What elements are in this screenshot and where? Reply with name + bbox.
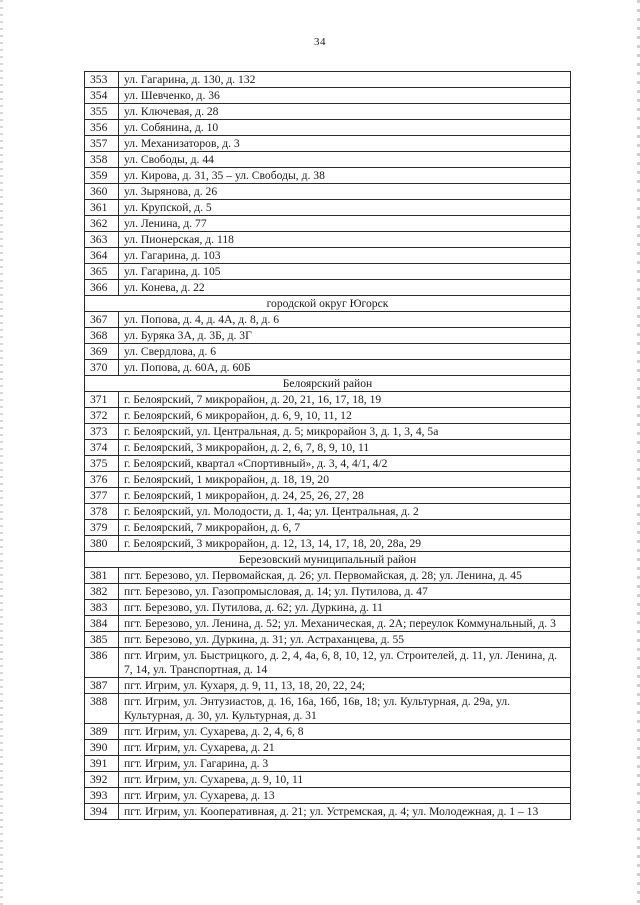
row-number: 382 [85,584,119,600]
scan-edge-left [0,0,3,905]
table-row [85,788,571,804]
row-number: 354 [85,88,119,104]
address-cell: г. Белоярский, ул. Молодости, д. 1, 4а; ул. Центральная, д. 2 [119,504,571,520]
address-cell: пгт. Игрим, ул. Сухарева, д. 9, 10, 11 [119,772,571,788]
page-number: 34 [314,36,326,48]
address-cell: г. Белоярский, 6 микрорайон, д. 6, 9, 10, 11, 12 [119,408,571,424]
table-row [85,520,571,536]
table-row [85,678,571,694]
address-cell: пгт. Игрим, ул. Сухарева, д. 21 [119,740,571,756]
table-row [85,584,571,600]
row-number: 364 [85,248,119,264]
row-number: 379 [85,520,119,536]
row-number: 369 [85,344,119,360]
address-cell: ул. Гагарина, д. 130, д. 132 [119,72,571,88]
row-number: 384 [85,616,119,632]
table-row [85,200,571,216]
row-number: 380 [85,536,119,552]
section-title: Березовский муниципальный район [85,552,571,568]
table-row [85,328,571,344]
address-cell: ул. Зырянова, д. 26 [119,184,571,200]
table-row [85,772,571,788]
table-row [85,280,571,296]
address-cell: пгт. Игрим, ул. Быстрицкого, д. 2, 4, 4а, 6, 8, 10, 12, ул. Строителей, д. 11, ул. Ленина, д. 7, 14, ул. Транспортная, д. 14 [119,648,571,678]
table-row [85,504,571,520]
row-number: 363 [85,232,119,248]
table-row [85,360,571,376]
table-row [85,568,571,584]
table-row [85,344,571,360]
address-cell: ул. Попова, д. 4, д. 4А, д. 8, д. 6 [119,312,571,328]
address-table [84,71,571,820]
row-number: 365 [85,264,119,280]
address-cell: пгт. Березово, ул. Первомайская, д. 26; ул. Первомайская, д. 28; ул. Ленина, д. 45 [119,568,571,584]
row-number: 391 [85,756,119,772]
address-cell: ул. Буряка 3А, д. 3Б, д. 3Г [119,328,571,344]
row-number: 355 [85,104,119,120]
table-row [85,616,571,632]
table-row [85,88,571,104]
address-cell: пгт. Игрим, ул. Сухарева, д. 2, 4, 6, 8 [119,724,571,740]
table-row [85,136,571,152]
row-number: 385 [85,632,119,648]
address-cell: ул. Шевченко, д. 36 [119,88,571,104]
row-number: 356 [85,120,119,136]
row-number: 387 [85,678,119,694]
table-row [85,248,571,264]
row-number: 383 [85,600,119,616]
address-cell: ул. Свердлова, д. 6 [119,344,571,360]
row-number: 360 [85,184,119,200]
address-cell: пгт. Игрим, ул. Гагарина, д. 3 [119,756,571,772]
address-cell: г. Белоярский, 7 микрорайон, д. 6, 7 [119,520,571,536]
section-header-row [85,376,571,392]
section-header-row [85,552,571,568]
table-row [85,104,571,120]
table-row [85,216,571,232]
address-cell: г. Белоярский, квартал «Спортивный», д. 3, 4, 4/1, 4/2 [119,456,571,472]
address-cell: г. Белоярский, 1 микрорайон, д. 18, 19, 20 [119,472,571,488]
table-row [85,632,571,648]
address-cell: пгт. Березово, ул. Ленина, д. 52; ул. Механическая, д. 2А; переулок Коммунальный, д. 3 [119,616,571,632]
address-cell: ул. Кирова, д. 31, 35 – ул. Свободы, д. 38 [119,168,571,184]
address-cell: пгт. Игрим, ул. Кухаря, д. 9, 11, 13, 18, 20, 22, 24; [119,678,571,694]
table-row [85,72,571,88]
address-cell: ул. Механизаторов, д. 3 [119,136,571,152]
table-row [85,756,571,772]
table-row [85,724,571,740]
row-number: 358 [85,152,119,168]
address-cell: г. Белоярский, 3 микрорайон, д. 2, 6, 7, 8, 9, 10, 11 [119,440,571,456]
table-row [85,536,571,552]
address-cell: ул. Попова, д. 60А, д. 60Б [119,360,571,376]
table-row [85,264,571,280]
row-number: 392 [85,772,119,788]
row-number: 390 [85,740,119,756]
row-number: 386 [85,648,119,678]
address-cell: пгт. Березово, ул. Газопромысловая, д. 14; ул. Путилова, д. 47 [119,584,571,600]
table-row [85,232,571,248]
row-number: 362 [85,216,119,232]
table-row [85,694,571,724]
address-cell: г. Белоярский, 3 микрорайон, д. 12, 13, 14, 17, 18, 20, 28а, 29 [119,536,571,552]
table-row [85,804,571,820]
address-cell: ул. Ключевая, д. 28 [119,104,571,120]
row-number: 353 [85,72,119,88]
table-row [85,152,571,168]
table-row [85,408,571,424]
address-cell: пгт. Игрим, ул. Сухарева, д. 13 [119,788,571,804]
row-number: 378 [85,504,119,520]
row-number: 381 [85,568,119,584]
row-number: 376 [85,472,119,488]
address-cell: ул. Конева, д. 22 [119,280,571,296]
row-number: 377 [85,488,119,504]
address-cell: ул. Свободы, д. 44 [119,152,571,168]
address-cell: ул. Гагарина, д. 105 [119,264,571,280]
table-row [85,648,571,678]
address-cell: ул. Крупской, д. 5 [119,200,571,216]
row-number: 367 [85,312,119,328]
address-table-body [85,72,571,820]
address-cell: пгт. Игрим, ул. Кооперативная, д. 21; ул. Устремская, д. 4; ул. Молодежная, д. 1 – 13 [119,804,571,820]
address-cell: ул. Ленина, д. 77 [119,216,571,232]
row-number: 361 [85,200,119,216]
row-number: 389 [85,724,119,740]
address-cell: пгт. Березово, ул. Дуркина, д. 31; ул. Астраханцева, д. 55 [119,632,571,648]
address-cell: ул. Пионерская, д. 118 [119,232,571,248]
row-number: 372 [85,408,119,424]
table-row [85,424,571,440]
table-row [85,392,571,408]
row-number: 368 [85,328,119,344]
table-row [85,488,571,504]
table-row [85,312,571,328]
table-row [85,168,571,184]
table-row [85,472,571,488]
row-number: 374 [85,440,119,456]
table-row [85,456,571,472]
row-number: 375 [85,456,119,472]
section-title: городской округ Югорск [85,296,571,312]
row-number: 370 [85,360,119,376]
section-title: Белоярский район [85,376,571,392]
table-row [85,440,571,456]
table-row [85,184,571,200]
row-number: 394 [85,804,119,820]
address-cell: г. Белоярский, 1 микрорайон, д. 24, 25, 26, 27, 28 [119,488,571,504]
address-cell: г. Белоярский, 7 микрорайон, д. 20, 21, 16, 17, 18, 19 [119,392,571,408]
table-row [85,120,571,136]
row-number: 388 [85,694,119,724]
address-cell: пгт. Игрим, ул. Энтузиастов, д. 16, 16а, 16б, 16в, 18; ул. Культурная, д. 29а, ул. Культурная, д. 30, ул. Культурная, д. 31 [119,694,571,724]
row-number: 373 [85,424,119,440]
address-cell: пгт. Березово, ул. Путилова, д. 62; ул. Дуркина, д. 11 [119,600,571,616]
table-row [85,740,571,756]
address-cell: ул. Гагарина, д. 103 [119,248,571,264]
row-number: 359 [85,168,119,184]
row-number: 371 [85,392,119,408]
address-cell: ул. Собянина, д. 10 [119,120,571,136]
address-cell: г. Белоярский, ул. Центральная, д. 5; микрорайон 3, д. 1, 3, 4, 5а [119,424,571,440]
row-number: 393 [85,788,119,804]
table-row [85,600,571,616]
row-number: 366 [85,280,119,296]
section-header-row [85,296,571,312]
row-number: 357 [85,136,119,152]
